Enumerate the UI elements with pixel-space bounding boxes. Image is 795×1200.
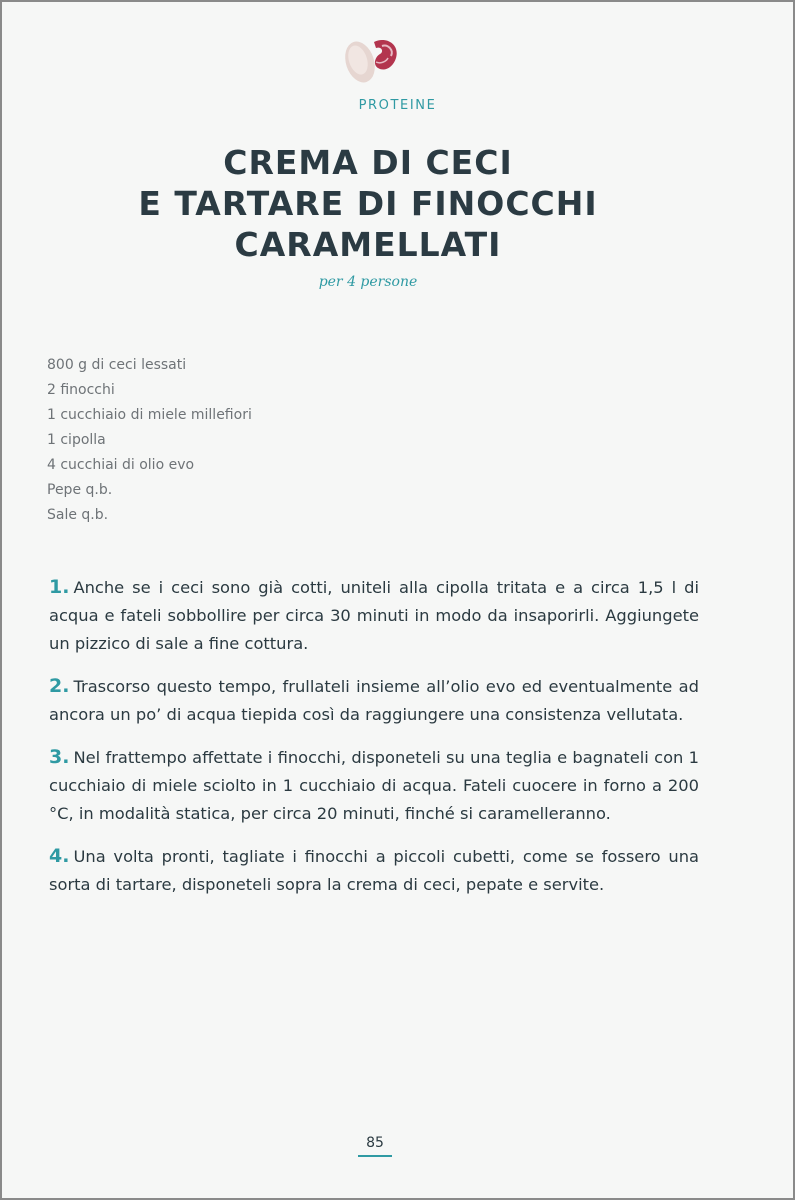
step-paragraph [49,743,699,828]
ingredient-item: Pepe q.b. [47,482,113,498]
step-paragraph [49,573,699,658]
ingredient-item: 1 cucchiaio di miele millefiori [47,407,252,423]
step-number: 2. [49,675,70,697]
step-text: Nel frattempo affettate i finocchi, disponeteli su una teglia e bagnateli con 1 cucchiaio di miele sciolto in 1 cucchiaio di acqua. Fateli cuocere in forno a 200 °C, in modalità statica, per circa 20 minuti, finché si caramelleranno. [49,748,699,823]
step-text: Anche se i ceci sono già cotti, uniteli alla cipolla tritata e a circa 1,5 l di acqua e fateli sobbollire per circa 30 minuti in modo da insaporirli. Aggiungete un pizzico di sale a fine cottura. [49,578,699,653]
recipe-title [2,142,734,265]
step-paragraph [49,672,699,729]
category-label: PROTEINE [358,98,437,113]
step-number: 1. [49,576,70,598]
step-text: Trascorso questo tempo, frullateli insieme all’olio evo ed eventualmente ad ancora un po’ di acqua tiepida così da raggiungere una consistenza vellutata. [49,677,699,724]
beans-icon [336,32,402,88]
recipe-title-line: E TARTARE DI FINOCCHI [138,184,598,223]
step-number: 3. [49,746,70,768]
ingredient-item: 4 cucchiai di olio evo [47,457,195,473]
recipe-title-line: CARAMELLATI [234,225,502,264]
ingredient-item: 2 finocchi [47,382,115,398]
ingredient-list [47,353,252,528]
step-number: 4. [49,845,70,867]
servings-label: per 4 persone [318,274,418,290]
ingredient-item: 800 g di ceci lessati [47,357,187,373]
recipe-title-line: CREMA DI CECI [223,143,513,182]
step-paragraph [49,842,699,899]
ingredient-item: Sale q.b. [47,507,109,523]
step-text: Una volta pronti, tagliate i finocchi a piccoli cubetti, come se fossero una sorta di tartare, disponeteli sopra la crema di ceci, pepate e servite. [49,847,699,894]
preparation-steps [49,573,699,913]
page-number: 85 [358,1135,392,1157]
ingredient-item: 1 cipolla [47,432,106,448]
